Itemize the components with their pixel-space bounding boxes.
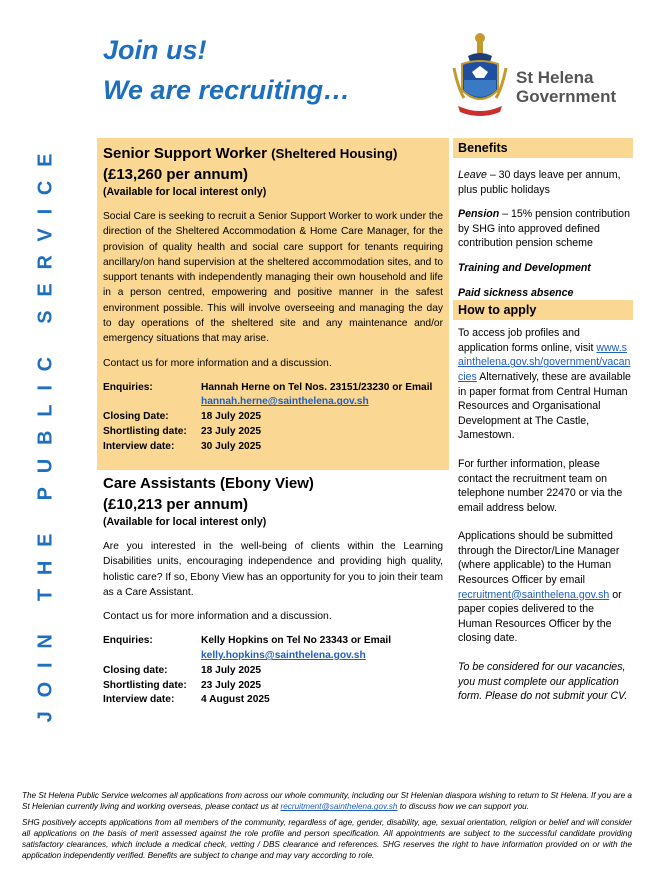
apply-paragraph-1 [453,326,633,443]
job2-interview-label: Interview date: [103,694,175,706]
benefit-leave-label: Leave [458,169,487,181]
job-care-assistants [97,470,449,710]
job2-title: Care Assistants (Ebony View) [103,475,314,492]
job2-contact: Contact us for more information and a discussion. [103,611,332,623]
job1-enquiries-value: Hannah Herne on Tel Nos. 23151/23230 or Email [201,381,433,393]
job2-enquiries-value: Kelly Hopkins on Tel No 23343 or Email [201,635,392,647]
job1-details [103,381,443,455]
page-headline [103,30,350,110]
apply-p3-before: Applications should be submitted through the Director/Line Manager (where applicable) to the Human Resources Officer by email [458,530,620,587]
job1-availability: (Available for local interest only) [103,186,267,198]
job1-interview-label: Interview date: [103,440,175,452]
job1-title [103,143,443,165]
job2-availability: (Available for local interest only) [103,516,267,528]
job-senior-support-worker [97,138,449,470]
job2-details [103,634,443,708]
apply-p3-after: or paper copies delivered to the Human Resources Officer by the closing date. [458,588,622,645]
benefits-heading: Benefits [453,138,633,158]
job2-email-link[interactable]: kelly.hopkins@sainthelena.gov.sh [201,649,366,661]
benefit-leave [453,168,633,197]
job1-title-sub: (Sheltered Housing) [271,146,398,161]
footer-p1-after: to discuss how we can support you. [397,802,529,812]
job1-salary: (£13,260 per annum) [103,166,249,183]
benefit-training: Training and Development [458,261,591,274]
logo-text-st-helena: St Helena [516,68,594,87]
apply-paragraph-4: To be considered for our vacancies, you must complete our application form. Please do not submit your CV. [458,661,628,703]
job1-enquiries-label: Enquiries: [103,381,153,393]
benefit-leave-text: – 30 days leave per annum, plus public holidays [458,169,621,196]
st-helena-government-logo [450,28,625,120]
job1-closing-value: 18 July 2025 [201,411,262,423]
logo-text-government: Government [516,87,617,106]
vertical-banner-text: JOIN THE PUBLIC SERVICE [34,139,57,723]
job2-enquiries-label: Enquiries: [103,635,153,647]
job1-closing-label: Closing Date: [103,411,169,423]
vertical-banner [26,140,66,722]
how-to-apply-heading: How to apply [453,300,633,320]
job1-email-link[interactable]: hannah.herne@sainthelena.gov.sh [201,396,369,408]
recruitment-email-link[interactable]: recruitment@sainthelena.gov.sh [458,588,610,601]
headline-recruiting: We are recruiting… [103,75,351,105]
benefit-pension-label: Pension [458,208,500,221]
benefit-pension [453,207,633,251]
benefit-pension-text: – 15% pension contribution by SHG into approved defined contribution pension scheme [458,208,630,250]
vacancies-link[interactable]: www.sainthelena.gov.sh/government/vacancies [458,341,631,383]
benefit-sickness: Paid sickness absence [458,286,574,299]
job2-closing-label: Closing date: [103,664,168,676]
apply-p1-after: Alternatively, these are available in paper format from Central Human Resources and Organisational Development at The Castle, Jamestown. [458,370,631,442]
job1-shortlisting-value: 23 July 2025 [201,426,262,438]
job1-description: Social Care is seeking to recruit a Senior Support Worker to work under the direction of the Sheltered Accommodation & Home Care Manager, for the provision of quality health and social care support for tenants requiring ancillary/on hand supervision at the sheltered accommodation sites, and to support tenants with independently managing their own household and life in a person centred, empowering and positive manner in the safest environment possible. This will involve overseeing and managing the day to day operations of the sheltered site and any maintenance and/or emergency situations that may arise. [103,211,443,345]
job1-interview-value: 30 July 2025 [201,440,262,452]
headline-join-us: Join us! [103,35,207,65]
job2-closing-value: 18 July 2025 [201,664,262,676]
sidebar-info [453,138,633,704]
apply-p1-before: To access job profiles and application forms online, visit [458,327,597,354]
st-helena-crest-icon [450,28,510,120]
footer-notice [22,790,632,862]
footer-paragraph-2: SHG positively accepts applications from all members of the community, regardless of age, gender, disability, age, sexual orientation, religion or belief and will consider all applications on the basis of merit assessed against the role profile and person specification. All appointments are subject to the successful candidate providing satisfactory clearances, which include a medical check, vetting / DBS clearance and references. SHG reserves the right to have information provided on or with the application independently verified. Benefits are subject to change and may vary according to role. [22,817,632,861]
apply-paragraph-2: For further information, please contact the recruitment team on telephone number 22470 or via the email address below. [458,457,623,514]
job1-contact: Contact us for more information and a discussion. [103,357,332,369]
job2-shortlisting-value: 23 July 2025 [201,679,262,691]
job2-interview-value: 4 August 2025 [201,694,270,706]
job1-shortlisting-label: Shortlisting date: [103,426,187,438]
footer-p1-before: The St Helena Public Service welcomes all applications from across our whole community, including our St Helenian diaspora wishing to return to St Helena. If you are a St Helenian currently living and working overseas, please contact us at [22,791,632,812]
footer-paragraph-1 [22,790,632,813]
job2-description: Are you interested in the well-being of clients within the Learning Disabilities units, encouraging independence and providing high quality, holistic care? If so, Ebony View has an opportunity for you to join their team as a Care Assistant. [103,541,443,598]
footer-recruitment-email-link[interactable]: recruitment@sainthelena.gov.sh [280,802,398,812]
apply-paragraph-3 [453,529,633,646]
job1-title-main: Senior Support Worker [103,145,267,162]
job2-shortlisting-label: Shortlisting date: [103,679,187,691]
job2-salary: (£10,213 per annum) [103,496,249,513]
